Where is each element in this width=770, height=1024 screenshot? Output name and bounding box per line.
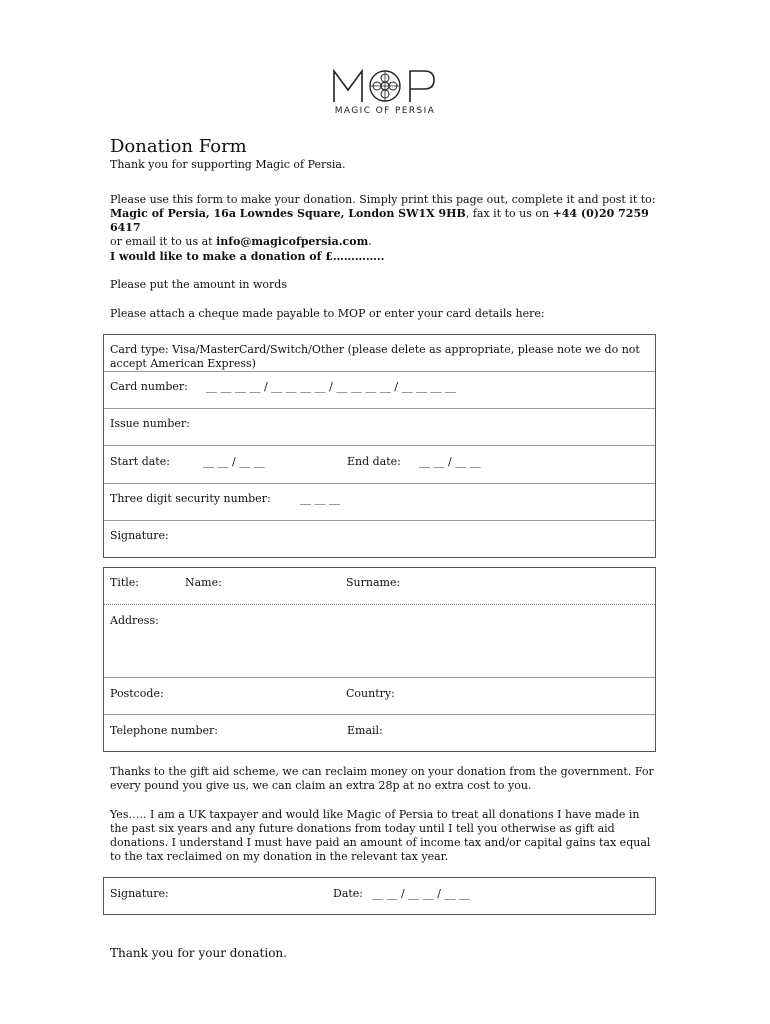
card-signature-row[interactable] xyxy=(104,521,655,557)
postal-address: Magic of Persia, 16a Lowndes Square, London SW1X 9HB xyxy=(110,207,466,220)
security-number-field[interactable]: __ __ __ xyxy=(300,492,340,505)
postcode-label: Postcode: xyxy=(110,687,164,700)
telephone-label: Telephone number: xyxy=(110,724,218,737)
card-type-text: Card type: Visa/MasterCard/Switch/Other (please delete as appropriate, please note we do not accept American Express) xyxy=(110,343,640,370)
end-date-label: End date: xyxy=(347,455,401,468)
card-number-field[interactable]: __ __ __ __ / __ __ __ __ / __ __ __ __ / __ __ __ __ xyxy=(206,380,457,393)
gift-aid-declaration: Yes….. I am a UK taxpayer and would like Magic of Persia to treat all donations I have made in the past six years and any future donations from today until I tell you otherwise as gift aid donations. I understand I must have paid an amount of income tax and/or capital gains tax equal to the tax reclaimed on my donation in the relevant tax year. xyxy=(110,808,651,863)
start-date-field[interactable]: __ __ / __ __ xyxy=(203,455,265,468)
declaration-signature-label: Signature: xyxy=(110,887,169,900)
issue-number-row[interactable] xyxy=(104,409,655,446)
logo-subtitle: MAGIC OF PERSIA xyxy=(334,106,436,116)
name-row[interactable] xyxy=(104,568,655,605)
address-label: Address: xyxy=(110,614,159,627)
card-number-label: Card number: xyxy=(110,380,188,393)
surname-label: Surname: xyxy=(346,576,401,589)
mop-logo-icon xyxy=(330,68,440,104)
magic-of-persia-logo xyxy=(320,68,450,116)
contact-row[interactable] xyxy=(104,715,655,751)
gift-aid-intro: Thanks to the gift aid scheme, we can reclaim money on your donation from the government. For every pound you give us, we can claim an extra 28p at no extra cost to you. xyxy=(110,765,654,792)
country-label: Country: xyxy=(346,687,395,700)
amount-in-words[interactable]: Please put the amount in words xyxy=(110,278,287,291)
card-signature-label: Signature: xyxy=(110,529,169,542)
closing-thanks: Thank you for your donation. xyxy=(110,946,287,960)
address-row[interactable] xyxy=(104,605,655,678)
page-title: Donation Form xyxy=(110,136,247,157)
thanks-text: Thank you for supporting Magic of Persia. xyxy=(110,158,346,171)
intro-paragraph xyxy=(110,193,658,249)
security-number-row[interactable] xyxy=(104,484,655,521)
card-details-box xyxy=(103,334,656,558)
card-number-row[interactable] xyxy=(104,372,655,409)
email-address[interactable]: info@magicofpersia.com xyxy=(216,235,369,248)
title-label: Title: xyxy=(110,576,140,589)
date-field[interactable]: __ __ / __ __ / __ __ xyxy=(372,887,470,900)
end-date-field[interactable]: __ __ / __ __ xyxy=(419,455,481,468)
email-end: . xyxy=(368,235,372,248)
cheque-instructions: Please attach a cheque made payable to MOP or enter your card details here: xyxy=(110,307,545,320)
fax-text: , fax it to us on xyxy=(465,207,553,220)
donation-amount-line[interactable]: I would like to make a donation of £………….. xyxy=(110,250,385,263)
email-label: Email: xyxy=(347,724,383,737)
declaration-signature-box[interactable] xyxy=(103,877,656,915)
card-type-row[interactable] xyxy=(104,335,655,372)
start-date-label: Start date: xyxy=(110,455,170,468)
date-label: Date: xyxy=(333,887,364,900)
dates-row[interactable] xyxy=(104,446,655,484)
issue-number-label: Issue number: xyxy=(110,417,190,430)
security-number-label: Three digit security number: xyxy=(110,492,271,505)
email-text: or email it to us at xyxy=(110,235,217,248)
fax-number: +44 (0)20 7259 6417 xyxy=(110,207,649,234)
intro-line1: Please use this form to make your donation. Simply print this page out, complete it and post it to: xyxy=(110,193,656,206)
postcode-row[interactable] xyxy=(104,678,655,715)
name-label: Name: xyxy=(185,576,222,589)
personal-details-box xyxy=(103,567,656,752)
